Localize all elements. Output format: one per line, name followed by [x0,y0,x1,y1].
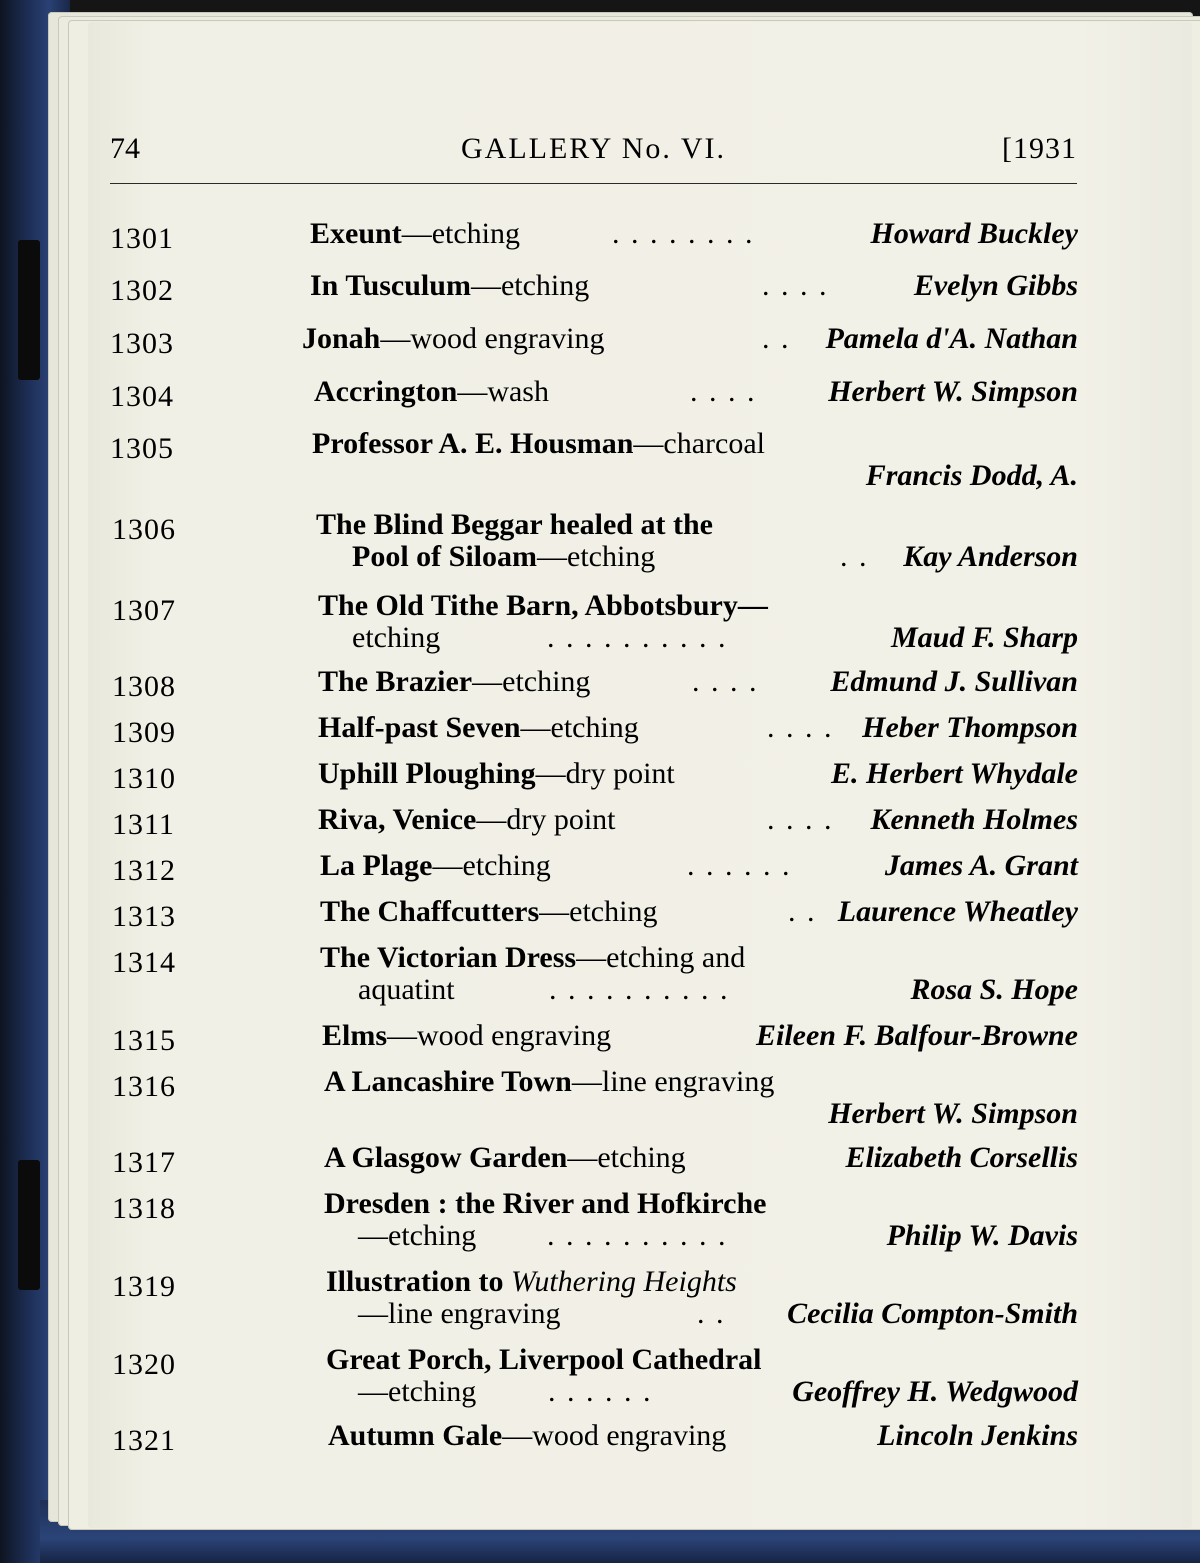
entry-title: A Lancashire Town—line engraving [324,1065,775,1098]
entry-artist: Cecilia Compton-Smith [787,1297,1078,1330]
entry-artist: Laurence Wheatley [837,895,1078,928]
entry-number: 1320 [112,1348,176,1381]
entry-number: 1304 [110,380,174,413]
leader-dots: . . . . [690,375,757,408]
leader-dots: . . [840,540,869,573]
entry-title: Great Porch, Liverpool Cathedral [326,1343,762,1376]
entry-title: The Victorian Dress—etching and [320,941,746,974]
entry-continuation: —line engraving [358,1297,561,1330]
leader-dots: . . [697,1297,726,1330]
catalogue-entry [112,849,1078,887]
entry-title: Elms—wood engraving [322,1019,612,1052]
entry-title: The Old Tithe Barn, Abbotsbury— [318,589,768,622]
entry-number: 1301 [110,222,174,255]
catalogue-entry [110,322,1078,360]
entry-title: Jonah—wood engraving [302,322,605,355]
entry-number: 1317 [112,1146,176,1179]
entry-title: Autumn Gale—wood engraving [328,1419,727,1452]
entry-medium: —etching [567,1141,686,1174]
entry-number: 1309 [112,716,176,749]
entry-artist: Evelyn Gibbs [913,269,1078,302]
entry-title: Professor A. E. Housman—charcoal [312,427,766,460]
entry-medium: —etching [539,895,658,928]
entry-artist: Heber Thompson [862,711,1078,744]
catalogue-entry [112,803,1078,841]
entry-medium: —etching [472,665,591,698]
entry-artist: Lincoln Jenkins [877,1419,1078,1452]
page-title: GALLERY No. VI. [461,132,726,165]
entry-artist: E. Herbert Whydale [831,757,1078,790]
entry-title: Dresden : the River and Hofkirche [324,1187,767,1220]
leader-dots: . . . . . . . . . . [549,973,730,1006]
leader-dots: . . . . [762,269,829,302]
entry-number: 1302 [110,274,174,307]
catalogue-entry [112,942,1078,1006]
entry-artist: Herbert W. Simpson [828,375,1078,408]
entry-medium: —wood engraving [502,1419,727,1452]
entry-number: 1319 [112,1270,176,1303]
entry-number: 1305 [110,432,174,465]
entry-title: Half-past Seven—etching [318,711,639,744]
entry-number: 1315 [112,1024,176,1057]
catalogue-entry [112,1344,1078,1408]
catalogue-entry [112,590,1078,654]
entry-number: 1306 [112,513,176,546]
entry-number: 1313 [112,900,176,933]
entry-number: 1303 [110,327,174,360]
entry-title: In Tusculum—etching [310,269,590,302]
catalogue-entry [112,428,1078,492]
catalogue-entry [112,1066,1078,1130]
catalogue-entry [112,711,1078,749]
catalogue-entry [112,1019,1078,1057]
catalogue-entry [110,375,1078,413]
year-label: [1931 [1002,132,1077,165]
catalogue-entry [112,1266,1078,1330]
entry-title: Uphill Ploughing—dry point [318,757,675,790]
entry-artist: Philip W. Davis [886,1219,1078,1252]
entry-title: A Glasgow Garden—etching [324,1141,686,1174]
leader-dots: . . . . . . [548,1375,653,1408]
entry-artist: Edmund J. Sullivan [830,665,1078,698]
entry-title: Riva, Venice—dry point [318,803,616,836]
entry-number: 1311 [112,808,175,841]
running-head [110,132,1077,172]
entry-medium: —wood engraving [387,1019,612,1052]
leader-dots: . . . . [767,803,834,836]
catalogue-entry [112,665,1078,703]
catalogue-entry [110,269,1078,307]
leader-dots: . . [788,895,817,928]
entry-number: 1318 [112,1192,176,1225]
catalogue-entry [110,217,1078,255]
entry-medium: —dry point [535,757,675,790]
entry-continuation: Pool of Siloam—etching [352,540,656,573]
leader-dots: . . . . . . . . . . [547,1219,728,1252]
entry-medium: —wood engraving [380,322,605,355]
entry-medium: —etching [470,269,590,302]
entry-artist: Rosa S. Hope [910,973,1078,1006]
entry-title: Illustration to Wuthering Heights [326,1265,737,1298]
entry-medium: —etching and [576,941,746,974]
entry-artist: Maud F. Sharp [890,621,1078,654]
entry-artist: Eileen F. Balfour-Browne [755,1019,1078,1052]
page-number: 74 [110,132,140,165]
entry-title: The Brazier—etching [318,665,591,698]
leader-dots: . . [762,322,791,355]
entry-number: 1314 [112,946,176,979]
leader-dots: . . . . [692,665,759,698]
entry-title: The Blind Beggar healed at the [316,508,713,541]
entry-number: 1321 [112,1424,176,1457]
catalogue-entry [112,895,1078,933]
entry-continuation: etching [352,621,441,654]
catalogue-entry [112,1141,1078,1179]
catalogue-entry [112,757,1078,795]
entry-artist: Geoffrey H. Wedgwood [792,1375,1078,1408]
entry-artist: Howard Buckley [870,217,1078,250]
leader-dots: . . . . . . . . . . [547,621,728,654]
entry-medium: —etching [432,849,551,882]
entry-title-italic: Wuthering Heights [503,1265,737,1298]
entry-medium: —line engraving [571,1065,775,1098]
entry-number: 1310 [112,762,176,795]
entry-number: 1316 [112,1070,176,1103]
header-rule [110,183,1077,184]
entry-artist: Herbert W. Simpson [828,1097,1078,1130]
leader-dots: . . . . [767,711,834,744]
entry-medium: —charcoal [633,427,766,460]
entry-artist: Kay Anderson [903,540,1078,573]
entry-medium: —wash [457,375,549,408]
entry-number: 1308 [112,670,176,703]
catalogue-entry [112,1188,1078,1252]
binding-clip-top [18,240,40,380]
entry-title: La Plage—etching [320,849,551,882]
entry-number: 1307 [112,594,176,627]
leader-dots: . . . . . . [687,849,792,882]
entry-title: Accrington—wash [314,375,549,408]
entry-number: 1312 [112,854,176,887]
entry-title: The Chaffcutters—etching [320,895,658,928]
entry-artist: Kenneth Holmes [870,803,1078,836]
entry-medium: —dry point [476,803,616,836]
catalogue-entry [112,1419,1078,1457]
catalogue-entry [112,509,1078,573]
entry-artist: Pamela d'A. Nathan [825,322,1078,355]
entry-artist: Elizabeth Corsellis [845,1141,1078,1174]
entry-continuation: —etching [358,1375,477,1408]
entry-continuation: —etching [358,1219,477,1252]
entry-continuation: aquatint [358,973,455,1006]
binding-clip-bottom [18,1160,40,1290]
entry-medium: —etching [520,711,639,744]
entry-medium: —etching [401,217,520,250]
leader-dots: . . . . . . . . [612,217,755,250]
entry-artist: Francis Dodd, A. [865,459,1078,492]
entry-artist: James A. Grant [884,849,1078,882]
entry-title: Exeunt—etching [310,217,520,250]
